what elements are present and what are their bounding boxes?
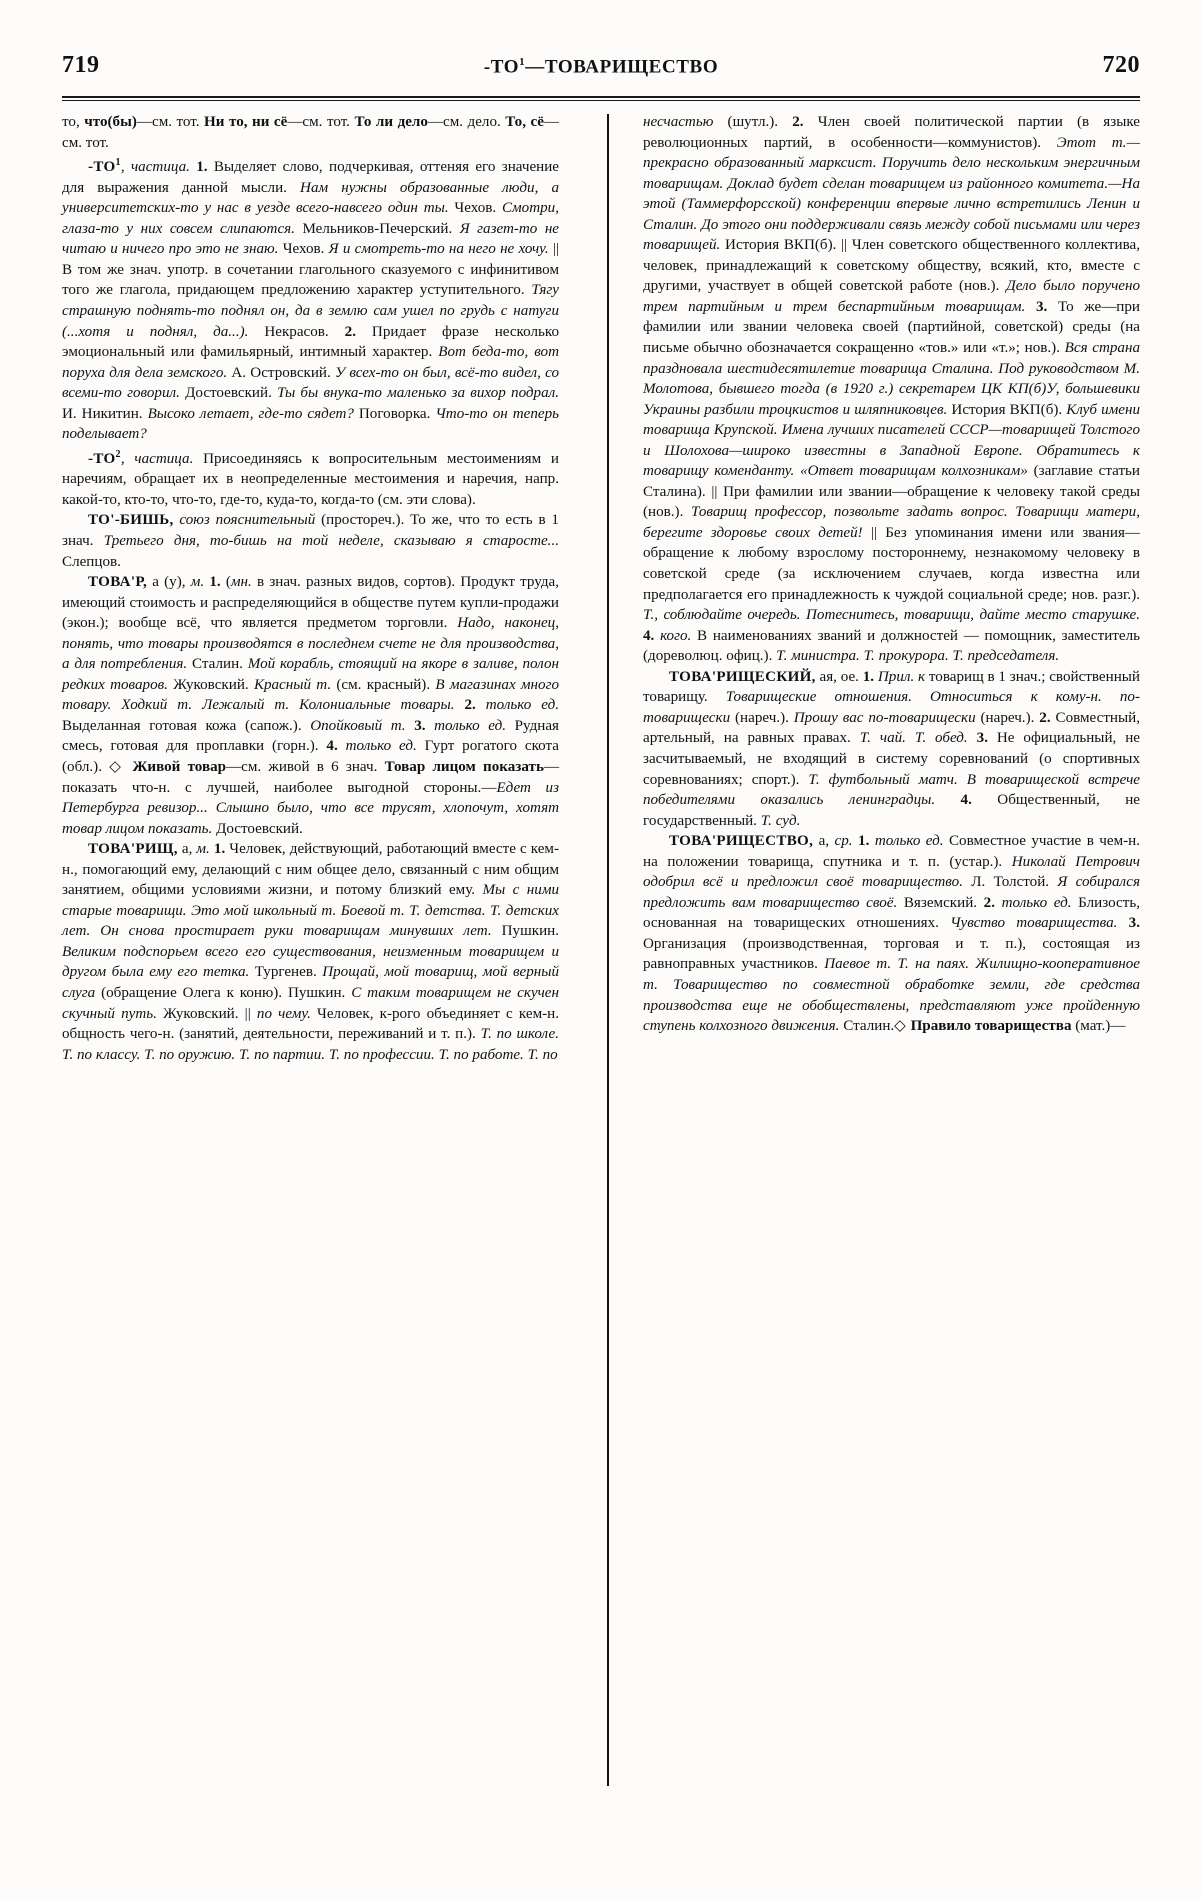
running-head: [62, 52, 1140, 86]
column-right: [643, 112, 1140, 1812]
entry-tovarisch-continued: несчастью (шутл.). 2. Член своей политической партии (в языке революционных партий, в особенности—коммунистов). Этот т.—прекрасно образованный марксист. Поручить дело нескольким энергичным товарищам. Доклад будет сделан товарищем из районного комитета.—На этой (Таммерфорсской) конференции впервые лично встретились Ленин и Сталин. До этого они поддерживали связь между собой письмами или через товарищей. История ВКП(б). || Член советского общественного коллектива, человек, принадлежащий к советскому обществу, всякий, кто, вместе с другими, участвует в общей советской работе (нов.). Дело было поручено трем партийным и трем беспартийным товарищам. 3. То же—при фамилии или звании человека своей (партийной, советской) среды (на письме обычно обозначается сокращенно «тов.» или «т.»; нов.). Вся страна праздновала шестидесятилетие товарища Сталина. Под руководством М. Молотова, бывшего тогда (в 1920 г.) секретарем ЦК КП(б)У, большевики Украины разбили троцкистов и шляпниковцев. История ВКП(б). Клуб имени товарища Крупской. Имена лучших писателей СССР—товарищей Толстого и Шолохова—широко известны в Западной Европе. Обратитесь к товарищу коменданту. «Ответ товарищам колхозникам» (заглавие статьи Сталина). || При фамилии или звании—обращение к человеку такой среды (нов.). Товарищ профессор, позвольте задать вопрос. Товарищи матери, берегите здоровье своих детей! || Без упоминания имени или звания—обращение к любому взрослому постороннему, незнакомому человеку в советской среде (за исключением случаев, когда известна или предполагается его принадлежность к чуждой социальной среде; нов. разг.). Т., соблюдайте очередь. Потеснитесь, товарищи, дайте место старушке. 4. кого. В наименованиях званий и должностей — помощник, заместитель (дореволюц. офиц.). Т. министра. Т. прокурора. Т. председателя.: [643, 114, 1141, 665]
page-title: [62, 56, 1140, 78]
folio-left: 719: [62, 52, 100, 78]
page-title-prefix: -ТО: [483, 56, 520, 78]
entry-to-2: $-ТО^2$, частица. Присоединяясь к вопросительным местоимениям и наречиям, обращает их в неопределенные местоимения и наречия, напр. какой-то, кто-то, что-то, где-то, куда-то, когда-то (см. эти слова).: [62, 448, 559, 508]
entry-tovarischeskiy: ТОВА'РИЩЕСКИЙ, ая, ое. 1. Прил. к товарищ в 1 знач.; свойственный товарищу. Товарищеские отношения. Относиться к кому-н. по-товарищески (нареч.). Прошу вас по-товарищески (нареч.). 2. Совместный, артельный, на равных правах. Т. чай. Т. обед. 3. Не официальный, не засчитываемый, не входящий в систему соревнований (о спортивных соревнованиях; спорт.). Т. футбольный матч. В товарищеской встрече победителями оказались ленинградцы. 4. Общественный, не государственный. Т. суд.: [643, 668, 1141, 829]
entry-tovar: ТОВА'Р, а (у), м. 1. (мн. в знач. разных видов, сортов). Продукт труда, имеющий стоимость и распределяющийся в обществе путем купли-продажи (экон.); вообще всё, что является предметом торговли. Надо, наконец, понять, что товары производятся в последнем счете не для производства, а для потребления. Сталин. Мой корабль, стоящий на якоре в заливе, полон редких товаров. Жуковский. Красный т. (см. красный). В магазинах много товару. Ходкий т. Лежалый т. Колониальные товары. 2. только ед. Выделанная готовая кожа (сапож.). Опойковый т. 3. только ед. Рудная смесь, готовая для проплавки (горн.). 4. только ед. Гурт рогатого скота (обл.). ◇ Живой товар—см. живой в 6 знач. Товар лицом показать—показать что-н. с лучшей, наиболее выгодной стороны.—Едет из Петербурга ревизор... Слышно было, что все трусят, хлопочут, хотят товар лицом показать. Достоевский.: [62, 574, 560, 837]
text-columns: [62, 112, 1140, 1812]
entry-tovarischestvo: ТОВА'РИЩЕСТВО, а, ср. 1. только ед. Совместное участие в чем-н. на положении товарища, спутника и т. п. (устар.). Николай Петрович одобрил всё и предложил своё товарищество. Л. Толстой. Я собирался предложить вам товарищество своё. Вяземский. 2. только ед. Близость, основанная на товарищеских отношениях. Чувство товарищества. 3. Организация (производственная, торговая и т. п.), состоящая из равноправных участников. Паевое т. Т. на паях. Жилищно-кооперативное т. Товарищество по совместной обработке земли, где средства производства еще не обобществлены, представляют уже пройденную ступень колхозного движения. Сталин.◇ Правило товарищества (мат.)—: [643, 833, 1141, 1035]
page-title-superscript: 1: [519, 56, 526, 68]
column-left: [62, 112, 559, 1812]
column-divider: [607, 114, 609, 1786]
entry-tovarisch: ТОВА'РИЩ, а, м. 1. Человек, действующий, работающий вместе с кем-н., помогающий ему, делающий с ним общее дело, связанный с ним общим занятием, общими условиями жизни, и потому близкий ему. Мы с ними старые товарищи. Это мой школьный т. Боевой т. Т. детства. Т. детских лет. Он снова простирает руки товарищам минувших лет. Пушкин. Великим подспорьем всего его существования, неизменным товарищем и другом была ему его тетка. Тургенев. Прощай, мой товарищ, мой верный слуга (обращение Олега к коню). Пушкин. С таким товарищем не скучен скучный путь. Жуковский. || по чему. Человек, к-рого объединяет с кем-н. общность чего-н. (занятий, деятельности, переживаний и т. п.). Т. по школе. Т. по классу. Т. по оружию. Т. по партии. Т. по профессии. Т. по работе. Т. по: [62, 841, 560, 1063]
page-title-suffix: —ТОВАРИЩЕСТВО: [525, 56, 719, 78]
header-rule: [62, 96, 1140, 101]
entry-to-1: $-ТО^1$, частица. 1. Выделяет слово, подчеркивая, оттеняя его значение для выражения данной мысли. Нам нужны образованные люди, а университетских-то у нас в уезде всего-навсего один ты. Чехов. Смотри, глаза-то у них совсем слипаются. Мельников-Печерский. Я газет-то не читаю и ничего про это не знаю. Чехов. Я и смотреть-то на него не хочу. || В том же знач. употр. в сочетании глагольного сказуемого с инфинитивом того же глагола, придающем предложению характер уступительного. Тягу страшную поднять-то поднял он, да в землю сам ушел по грудь с натуги (...хотя и поднял, да...). Некрасов. 2. Придает фразе несколько эмоциональный или фамильярный, интимный характер. Вот беда-то, вот поруха для дела земского. А. Островский. У всех-то он был, всё-то видел, со всеми-то говорил. Достоевский. Ты бы внука-то маленько за вихор подрал. И. Никитин. Высоко летает, где-то сядет? Поговорка. Что-то он теперь поделывает?: [62, 157, 560, 443]
entry-to-crossrefs: то, что(бы)—см. тот. Ни то, ни сё—см. тот. То ли дело—см. дело. То, сё—см. тот.: [62, 114, 560, 151]
folio-right: 720: [1102, 52, 1140, 78]
entry-to-bish: ТО'-БИШЬ, союз пояснительный (простореч.). То же, что то есть в 1 знач. Третьего дня, то-бишь на той неделе, сказываю я старосте... Слепцов.: [62, 512, 559, 570]
